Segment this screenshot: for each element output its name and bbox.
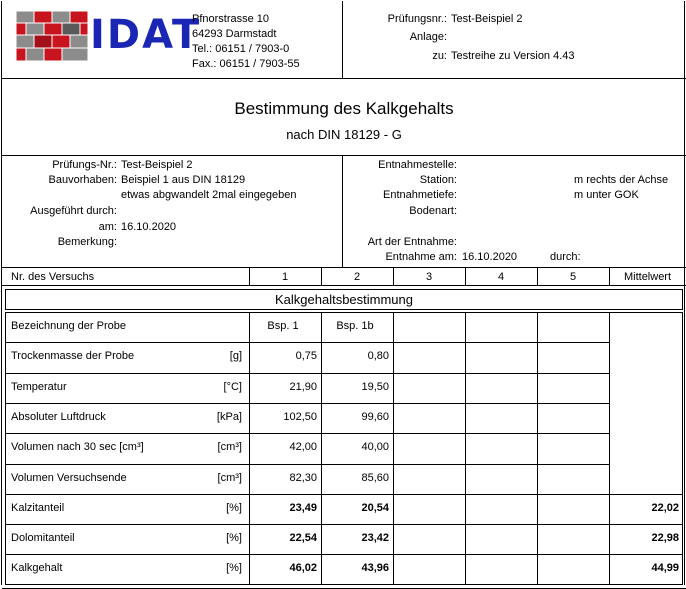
row-mean: 22,98 (651, 532, 679, 544)
header-bottom-rule (2, 78, 686, 79)
table-row-divider (5, 403, 609, 404)
idat-logo-icon (16, 11, 88, 61)
versuch-number-4: 4 (497, 271, 505, 283)
row-value: 85,60 (361, 472, 389, 484)
row-value: 46,02 (289, 562, 317, 574)
row-value: 19,50 (361, 381, 389, 393)
row-label: Bezeichnung der Probe (11, 320, 126, 332)
address-street: Pfnorstrasse 10 (192, 13, 270, 25)
row-value: 0,75 (295, 350, 317, 362)
row-value: Bsp. 1b (336, 320, 374, 332)
versuch-column-label: Nr. des Versuchs (11, 271, 95, 283)
zu-label: zu: (432, 50, 447, 62)
col-header-bottom-rule (2, 285, 686, 286)
entnahmetiefe-label: Entnahmetiefe: (383, 189, 457, 201)
am-value: 16.10.2020 (121, 221, 177, 233)
table-row-divider (5, 433, 609, 434)
bodenart-label: Bodenart: (409, 205, 457, 217)
row-value: 23,42 (361, 532, 389, 544)
address-fax: Fax.: 06151 / 7903-55 (192, 58, 300, 70)
table-row-divider (5, 494, 683, 495)
bauvorhaben-value-1: Beispiel 1 aus DIN 18129 (121, 174, 246, 186)
entnahme-am-value: 16.10.2020 (462, 251, 518, 263)
row-unit: [%] (226, 532, 242, 544)
bauvorhaben-value-2: etwas abgwandelt 2mal eingegeben (121, 189, 297, 201)
versuch-number-1: 1 (281, 271, 289, 283)
row-value: 43,96 (361, 562, 389, 574)
row-label: Volumen Versuchsende (11, 472, 127, 484)
row-value: 20,54 (361, 502, 389, 514)
row-label: Temperatur (11, 381, 67, 393)
row-value: Bsp. 1 (267, 320, 299, 332)
entnahme-am-label: Entnahme am: (385, 251, 457, 263)
pruefungs-nr-value: Test-Beispiel 2 (121, 159, 193, 171)
section-title: Kalkgehaltsbestimmung (5, 289, 683, 310)
row-label: Trockenmasse der Probe (11, 350, 135, 362)
station-unit: m rechts der Achse (574, 174, 669, 186)
table-row-divider (5, 524, 683, 525)
entnahmetiefe-unit: m unter GOK (574, 189, 639, 201)
durch-label: durch: (550, 251, 581, 263)
row-value: 40,00 (361, 441, 389, 453)
company-address (192, 12, 300, 72)
versuch-number-3: 3 (425, 271, 433, 283)
station-label: Station: (419, 174, 457, 186)
bemerkung-label: Bemerkung: (57, 236, 117, 248)
row-label: Kalkgehalt (11, 562, 63, 574)
table-column-divider (609, 312, 610, 585)
pruefungsnr-label: Prüfungsnr.: (387, 13, 447, 25)
norm-subtitle: nach DIN 18129 - G (286, 127, 402, 142)
pruefungsnr-value: Test-Beispiel 2 (451, 13, 523, 25)
row-label: Volumen nach 30 sec [cm³] (11, 441, 144, 453)
row-mean: 44,99 (651, 562, 679, 574)
mittelwert-header: Mittelwert (623, 271, 672, 283)
address-city: 64293 Darmstadt (192, 28, 277, 40)
title-bottom-rule (2, 155, 686, 156)
versuch-number-2: 2 (353, 271, 361, 283)
entnahmestelle-label: Entnahmestelle: (378, 159, 457, 171)
art-der-entnahme-label: Art der Entnahme: (367, 236, 457, 248)
row-unit: [kPa] (216, 411, 242, 423)
table-row-divider (5, 342, 609, 343)
table-row-divider (5, 464, 609, 465)
row-value: 21,90 (289, 381, 317, 393)
row-value: 82,30 (289, 472, 317, 484)
row-unit: [°C] (223, 381, 242, 393)
page-title: Bestimmung des Kalkgehalts (234, 99, 454, 118)
zu-value: Testreihe zu Version 4.43 (451, 50, 575, 62)
info-bottom-rule (2, 267, 686, 268)
table-column-divider (465, 312, 466, 585)
address-phone: Tel.: 06151 / 7903-0 (192, 43, 290, 55)
row-value: 23,49 (289, 502, 317, 514)
row-value: 22,54 (289, 532, 317, 544)
row-unit: [cm³] (217, 441, 242, 453)
versuch-number-5: 5 (569, 271, 577, 283)
table-row-divider (5, 554, 683, 555)
am-label: am: (98, 221, 117, 233)
row-unit: [g] (229, 350, 242, 362)
anlage-label: Anlage: (409, 31, 447, 43)
ausgefuehrt-label: Ausgeführt durch: (30, 205, 117, 217)
row-label: Absoluter Luftdruck (11, 411, 106, 423)
bauvorhaben-label: Bauvorhaben: (48, 174, 117, 186)
logo-wordmark: IDAT (90, 12, 202, 58)
table-row-divider (5, 373, 609, 374)
row-value: 99,60 (361, 411, 389, 423)
row-value: 42,00 (289, 441, 317, 453)
row-label: Dolomitanteil (11, 532, 75, 544)
row-unit: [%] (226, 502, 242, 514)
table-column-divider (537, 312, 538, 585)
pruefungs-nr-label: Prüfungs-Nr.: (52, 159, 117, 171)
row-mean: 22,02 (651, 502, 679, 514)
report-sheet (1, 1, 685, 585)
row-value: 102,50 (283, 411, 317, 423)
row-value: 0,80 (367, 350, 389, 362)
row-label: Kalzitanteil (11, 502, 65, 514)
row-unit: [cm³] (217, 472, 242, 484)
table-column-divider (393, 312, 394, 585)
row-unit: [%] (226, 562, 242, 574)
